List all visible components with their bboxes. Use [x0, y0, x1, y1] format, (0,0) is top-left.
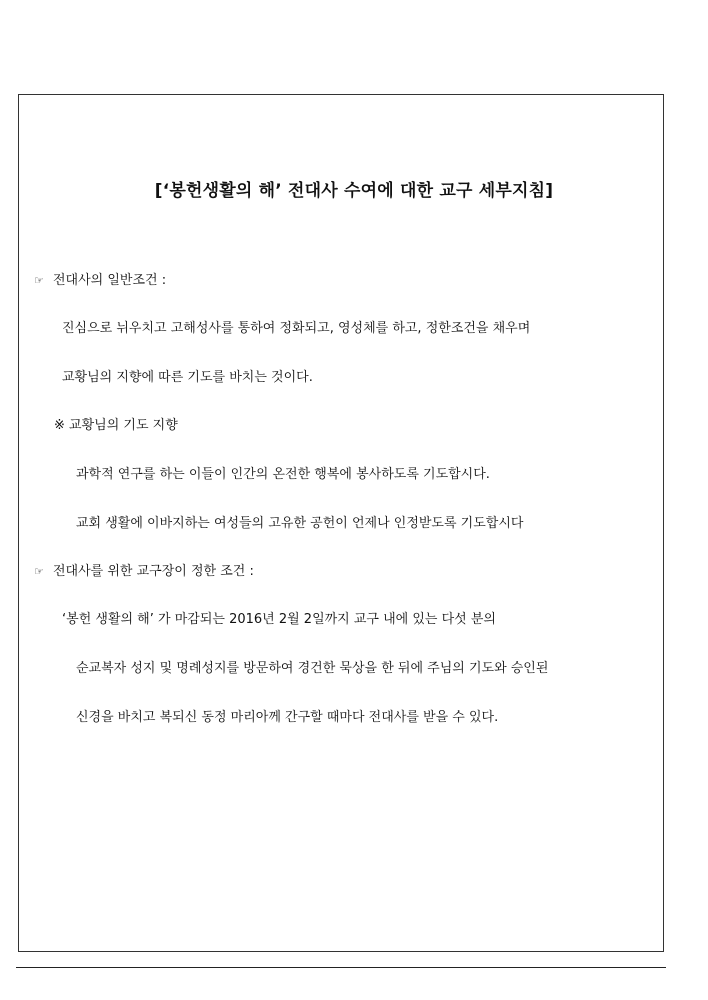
pointing-hand-icon: ☞ [34, 565, 44, 578]
document-title: [‘봉헌생활의 해’ 전대사 수여에 대한 교구 세부지침] [154, 181, 554, 201]
body-line: ‘봉헌 생활의 해’ 가 마감되는 2016년 2월 2일까지 교구 내에 있는 다섯 분의 [62, 612, 496, 627]
pointing-hand-icon: ☞ [34, 274, 44, 287]
prayer-intention-heading: ※ 교황님의 기도 지향 [54, 418, 178, 433]
body-line: 신경을 바치고 복되신 동정 마리아께 간구할 때마다 전대사를 받을 수 있다. [76, 710, 499, 725]
section-heading-text: 전대사의 일반조건 : [53, 273, 167, 288]
section-heading-diocesan-conditions [34, 563, 254, 581]
prayer-intention-item: 과학적 연구를 하는 이들이 인간의 온전한 행복에 봉사하도록 기도합시다. [76, 467, 490, 482]
prayer-intention-item: 교회 생활에 이바지하는 여성들의 고유한 공헌이 언제나 인정받도록 기도합시다 [76, 516, 524, 531]
body-line: 순교복자 성지 및 명례성지를 방문하여 경건한 묵상을 한 뒤에 주님의 기도와 승인된 [76, 661, 549, 676]
section-heading-general-conditions [34, 272, 166, 290]
body-line: 진심으로 뉘우치고 고해성사를 통하여 정화되고, 영성체를 하고, 정한조건을 채우며 [62, 321, 531, 336]
section-heading-text: 전대사를 위한 교구장이 정한 조건 : [53, 564, 254, 579]
footer-divider [16, 967, 666, 968]
body-line: 교황님의 지향에 따른 기도를 바치는 것이다. [62, 370, 313, 385]
